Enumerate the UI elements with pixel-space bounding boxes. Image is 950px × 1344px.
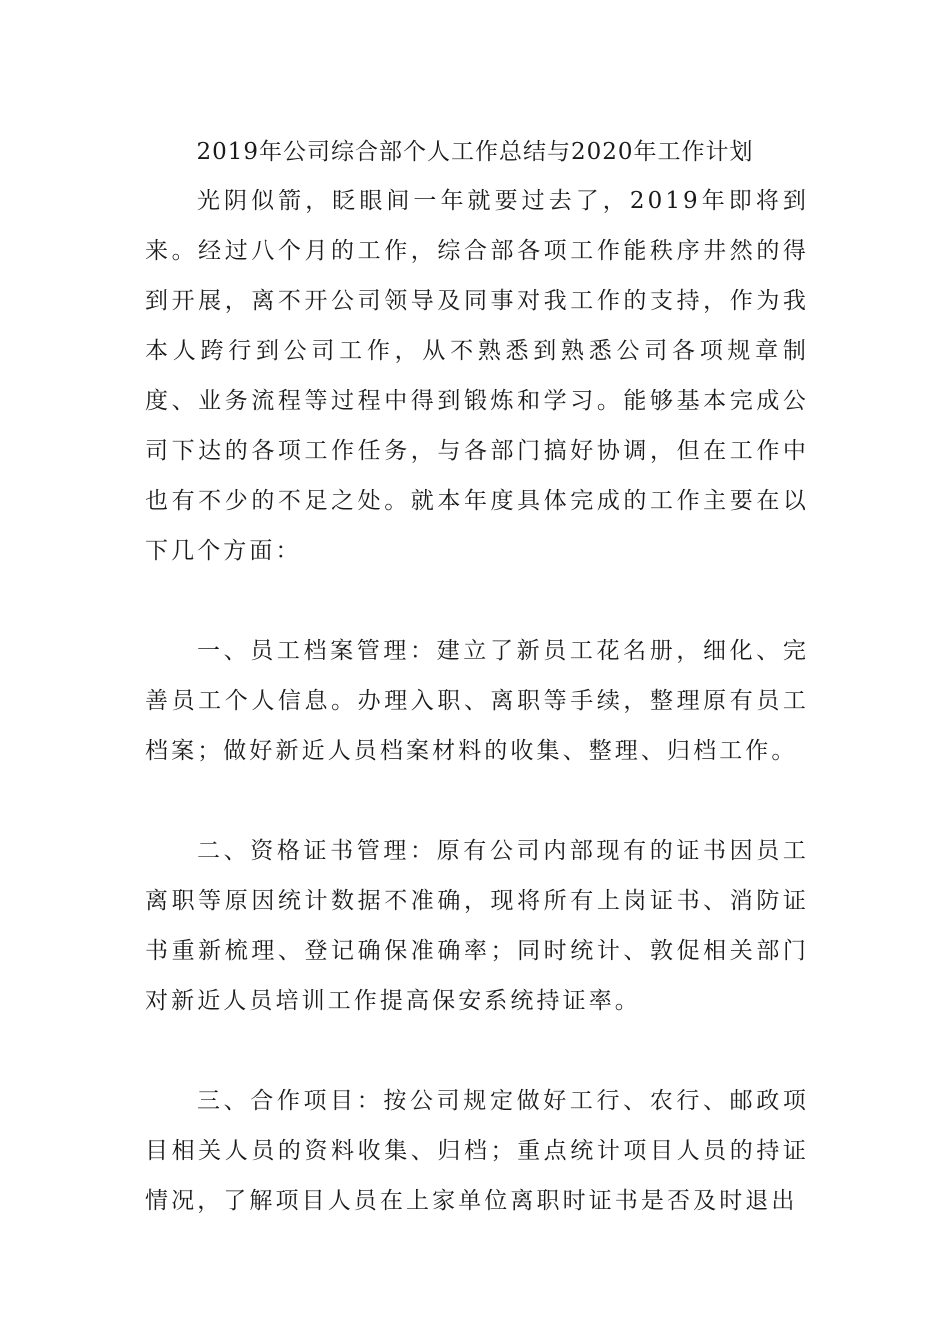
document-title: 2019年公司综合部个人工作总结与2020年工作计划 — [196, 139, 754, 165]
section-employee-records-paragraph: 一、员工档案管理：建立了新员工花名册，细化、完善员工个人信息。办理入职、离职等手续，整理原有员工档案；做好新近人员档案材料的收集、整理、归档工作。 — [145, 638, 809, 764]
section-cooperation-projects-paragraph: 三、合作项目：按公司规定做好工行、农行、邮政项目相关人员的资料收集、归档；重点统计项目人员的持证情况，了解项目人员在上家单位离职时证书是否及时退出 — [145, 1088, 809, 1214]
intro-paragraph: 光阴似箭，眨眼间一年就要过去了，2019年即将到来。经过八个月的工作，综合部各项工作能秩序井然的得到开展，离不开公司领导及同事对我工作的支持，作为我本人跨行到公司工作，从不熟悉到熟悉公司各项规章制度、业务流程等过程中得到锻炼和学习。能够基本完成公司下达的各项工作任务，与各部门搞好协调，但在工作中也有不少的不足之处。就本年度具体完成的工作主要在以下几个方面： — [145, 188, 809, 564]
section-certificate-management-paragraph: 二、资格证书管理：原有公司内部现有的证书因员工离职等原因统计数据不准确，现将所有上岗证书、消防证书重新梳理、登记确保准确率；同时统计、敦促相关部门对新近人员培训工作提高保安系统持证率。 — [145, 838, 809, 1014]
